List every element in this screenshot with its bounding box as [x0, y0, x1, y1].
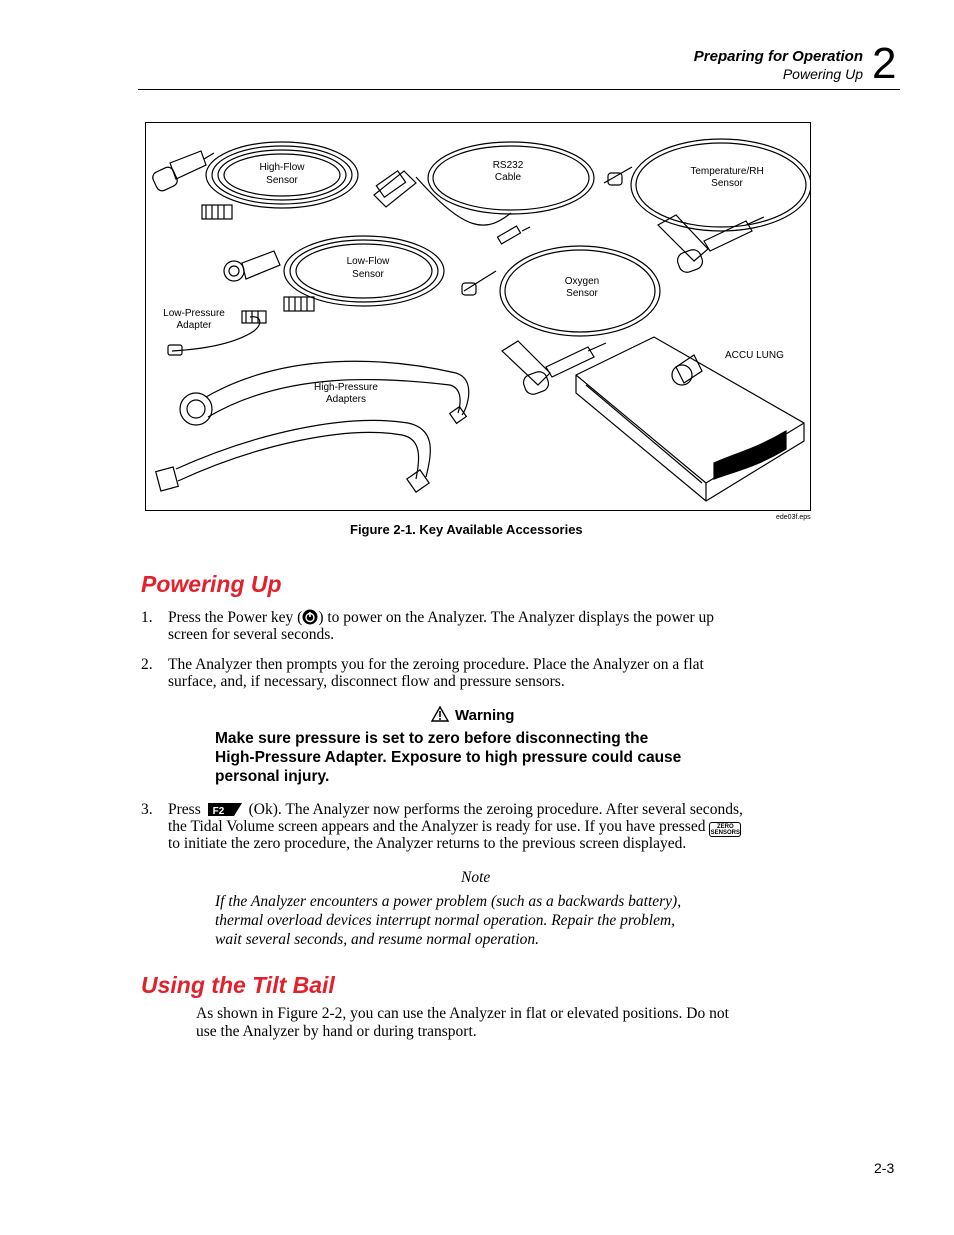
- zero-sensors-key-icon: [709, 822, 741, 837]
- note-body: [215, 892, 755, 949]
- label-temp-rh-2: Sensor: [711, 178, 743, 189]
- warning-icon: [431, 706, 449, 726]
- label-low-flow-1: Low-Flow: [346, 256, 390, 267]
- step-1-text-a: Press the Power key (: [168, 609, 303, 626]
- tilt-bail-line-2: use the Analyzer by hand or during transport.: [196, 1023, 477, 1040]
- rs232-cable-drawing: [374, 142, 594, 244]
- step-number: 2.: [141, 656, 153, 673]
- figure-caption: Figure 2-1. Key Available Accessories: [350, 522, 583, 537]
- high-flow-sensor-drawing: [151, 142, 358, 219]
- step-2-line-2: surface, and, if necessary, disconnect flow and pressure sensors.: [168, 673, 565, 690]
- accessories-figure: [145, 122, 811, 511]
- label-high-flow-1: High-Flow: [259, 162, 305, 173]
- label-temp-rh-1: Temperature/RH: [690, 166, 764, 177]
- section-title: Powering Up: [782, 66, 863, 82]
- high-pressure-adapters-drawing: [156, 361, 469, 492]
- note-line-2: thermal overload devices interrupt normal operation. Repair the problem,: [215, 912, 676, 929]
- section-heading-tilt-bail: Using the Tilt Bail: [141, 972, 335, 998]
- chapter-number: 2: [872, 39, 897, 88]
- note-title: Note: [461, 869, 491, 886]
- step-3-line-3: to initiate the zero procedure, the Analyzer returns to the previous screen displayed.: [168, 835, 687, 852]
- f2-key-label: F2: [212, 806, 225, 817]
- label-low-pressure-2: Adapter: [176, 320, 212, 331]
- note-line-1: If the Analyzer encounters a power problem (such as a backwards battery),: [215, 893, 682, 910]
- label-high-pressure-2: Adapters: [325, 394, 367, 405]
- figure-file-code: ede03f.eps: [776, 514, 811, 521]
- f2-key-icon: [207, 802, 243, 817]
- label-high-flow-2: Sensor: [266, 175, 298, 186]
- page-number: 2-3: [874, 1160, 895, 1176]
- step-number: 1.: [141, 609, 153, 626]
- label-oxygen-2: Sensor: [566, 288, 598, 299]
- temperature-rh-sensor-drawing: [604, 139, 810, 275]
- chapter-title: Preparing for Operation: [693, 48, 863, 65]
- accu-lung-drawing: [576, 337, 804, 501]
- warning-line-3: personal injury.: [215, 768, 330, 785]
- label-low-pressure-1: Low-Pressure: [163, 308, 225, 319]
- label-high-pressure-1: High-Pressure: [314, 382, 378, 393]
- label-rs232-1: RS232: [492, 160, 524, 171]
- step-1-line-2: screen for several seconds.: [168, 626, 335, 643]
- warning-line-1: Make sure pressure is set to zero before disconnecting the: [215, 730, 649, 747]
- oxygen-sensor-drawing: [462, 246, 660, 397]
- step-3-line-2: [168, 818, 741, 837]
- label-rs232-2: Cable: [494, 172, 522, 183]
- header-rule: [138, 89, 900, 90]
- section-heading-powering-up: Powering Up: [141, 571, 282, 597]
- warning-line-2: High-Pressure Adapter. Exposure to high pressure could cause: [215, 749, 682, 766]
- zero-key-line-2: SENSORS: [710, 830, 741, 836]
- low-flow-sensor-drawing: [224, 236, 444, 311]
- warning-body: [215, 729, 775, 786]
- step-3-text: (Ok). The Analyzer now performs the zeroing procedure. After several seconds,: [248, 801, 743, 818]
- warning-title-text: Warning: [455, 707, 515, 724]
- zero-key-line-1: ZERO: [717, 823, 734, 830]
- tilt-bail-line-1: As shown in Figure 2-2, you can use the Analyzer in flat or elevated positions. Do not: [196, 1005, 729, 1022]
- warning-title: [431, 706, 514, 726]
- label-oxygen-1: Oxygen: [564, 276, 600, 287]
- step-number: 3.: [141, 801, 153, 818]
- step-1-text-b: ) to power on the Analyzer. The Analyzer displays the power up: [318, 609, 715, 626]
- step-3-press: Press: [168, 801, 201, 818]
- step-3-line-2-text: the Tidal Volume screen appears and the Analyzer is ready for use. If you have pressed: [168, 818, 706, 835]
- step-2-line-1: The Analyzer then prompts you for the zeroing procedure. Place the Analyzer on a flat: [168, 656, 704, 673]
- step-3-line-1: [168, 801, 743, 818]
- note-line-3: wait several seconds, and resume normal operation.: [215, 931, 540, 948]
- accessories-illustration: [146, 123, 810, 510]
- label-accu-lung: ACCU LUNG: [725, 350, 784, 361]
- label-low-flow-2: Sensor: [352, 269, 384, 280]
